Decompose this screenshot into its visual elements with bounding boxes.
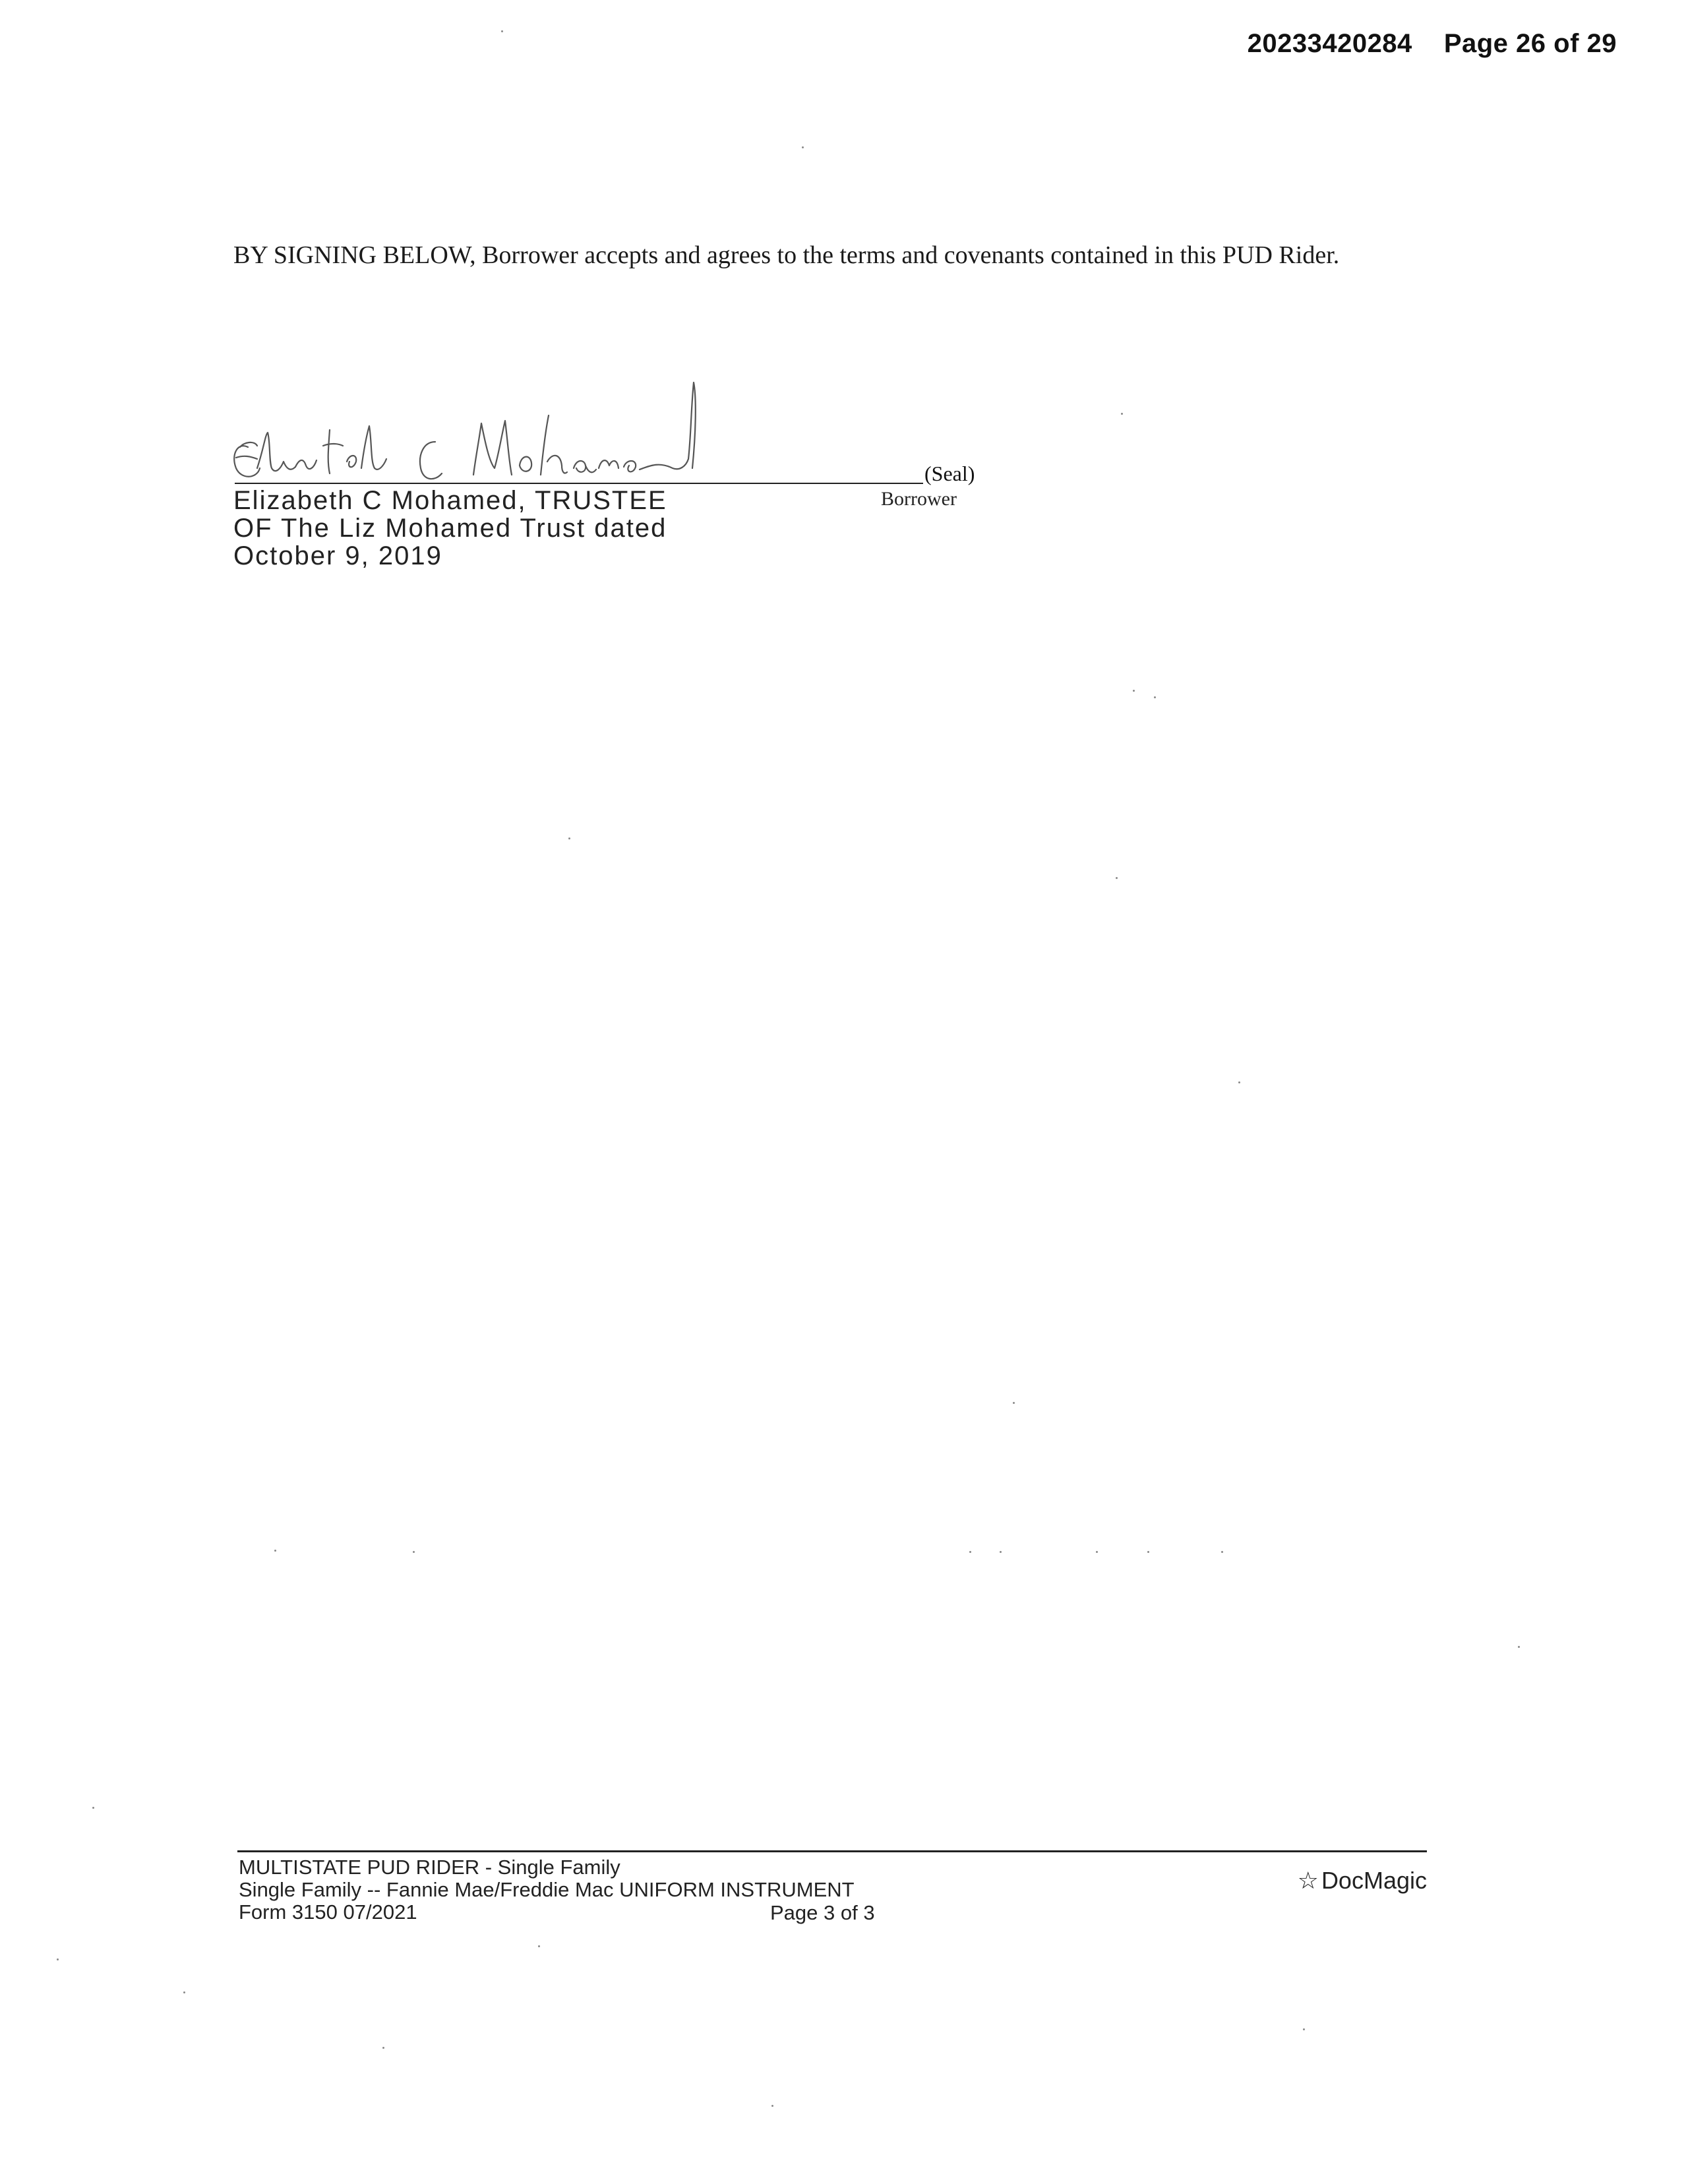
scan-speck bbox=[1238, 1081, 1240, 1083]
signer-role: Borrower bbox=[881, 488, 957, 510]
signature-line bbox=[235, 483, 923, 484]
seal-label: (Seal) bbox=[924, 462, 975, 485]
scan-speck bbox=[1154, 696, 1156, 698]
handwritten-signature bbox=[218, 369, 719, 488]
scan-speck bbox=[1000, 1551, 1002, 1553]
scan-speck bbox=[802, 146, 804, 148]
scan-speck bbox=[183, 1991, 185, 1993]
recording-stamp bbox=[1248, 29, 1617, 59]
scan-speck bbox=[1303, 2028, 1305, 2030]
scan-speck bbox=[382, 2047, 384, 2049]
scan-speck bbox=[413, 1551, 415, 1553]
scan-speck bbox=[568, 837, 570, 839]
document-number: 20233420284 bbox=[1247, 29, 1412, 58]
docmagic-brand: DocMagic bbox=[1321, 1867, 1427, 1894]
docmagic-logo bbox=[1298, 1867, 1427, 1895]
scan-speck bbox=[1133, 690, 1135, 692]
scan-speck bbox=[538, 1945, 540, 1947]
scan-speck bbox=[1221, 1551, 1223, 1553]
scan-speck bbox=[1013, 1402, 1015, 1404]
scan-speck bbox=[1121, 413, 1123, 415]
scan-speck bbox=[501, 30, 503, 32]
page-counter: Page 26 of 29 bbox=[1443, 29, 1617, 58]
scan-speck bbox=[1096, 1551, 1098, 1553]
scan-speck bbox=[57, 1958, 59, 1960]
scan-speck bbox=[1116, 877, 1118, 879]
star-outline-icon: ☆ bbox=[1297, 1867, 1319, 1894]
form-page-number: Page 3 of 3 bbox=[770, 1901, 875, 1924]
scan-speck bbox=[771, 2105, 773, 2107]
scan-speck bbox=[92, 1807, 94, 1809]
signing-acknowledgement: BY SIGNING BELOW, Borrower accepts and agrees to the terms and covenants contained in this PUD Rider. bbox=[233, 241, 1340, 269]
scan-speck bbox=[1147, 1551, 1149, 1553]
scan-speck bbox=[274, 1550, 276, 1552]
scan-speck bbox=[969, 1551, 971, 1553]
signature-block bbox=[218, 369, 975, 593]
form-footer bbox=[237, 1850, 1427, 1924]
scan-speck bbox=[1518, 1646, 1520, 1648]
signer-name: Elizabeth C Mohamed, TRUSTEE OF The Liz Mohamed Trust dated October 9, 2019 bbox=[233, 486, 667, 570]
form-identification: MULTISTATE PUD RIDER - Single Family Single Family -- Fannie Mae/Freddie Mac UNIFORM INSTRUMENT Form 3150 07/2021 bbox=[239, 1856, 855, 1924]
